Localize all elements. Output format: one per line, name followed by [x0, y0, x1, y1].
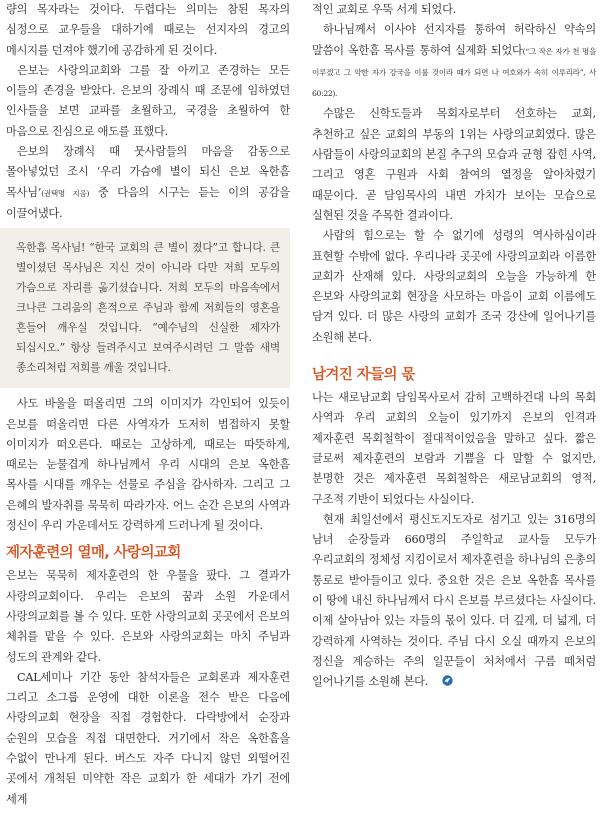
paragraph-funeral — [6, 142, 290, 224]
paragraph-survey: 수많은 신학도들과 목회자로부터 선호하는 교회, 추천하고 싶은 교회의 부동의 1위는 사랑의교회였다. 많은 사람들이 사랑의교회의 본질 추구의 모습과 균형 잡힌 사역, 그리고 영혼 구원과 사회 참여의 열정을 알아차렸기 때문이다. 곧 담임목사의 내면 가치가 보이는 모습으로 실현된 것을 주목한 결과이다. — [312, 107, 596, 222]
paragraph-final — [312, 510, 596, 693]
paragraph-respect: 은보는 사랑의교회와 그를 잘 아끼고 존경하는 모든 이들의 존경을 받았다. 은보의 장례식 때 조문에 임하였던 인사들을 보면 교파를 초월하고, 국경을 초월하여 한 마음으로 진심으로 애도를 표했다. — [6, 63, 290, 138]
paragraph-isaiah — [312, 20, 596, 104]
final-text: 현재 최일선에서 평신도지도자로 섬기고 있는 316명의 남녀 순장들과 660명의 주일학교 교사들 모두가 우리교회의 정체성 지킴이로서 제자훈련을 하나님의 은총의 통로로 받아들이고 있다. 중요한 것은 은보 옥한흠 목사를 이 땅에 내신 하나님께서 다시 은보를 부르셨다는 사실이다. 이제 살아남아 있는 자들의 몫이 있다. 더 깊게, 더 넓게, 더 강력하게 사역하는 것이다. 주님 다시 오실 때까지 은보의 정신을 계승하는 주의 일꾼들이 처처에서 구름 떼처럼 일어나기를 소원해 본다. — [312, 512, 596, 689]
paragraph-intro-continuation: 량의 목자라는 것이다. 두렵다는 의미는 참된 목자의 심정으로 교우들을 대하기에 때로는 선지자의 경고의 메시지를 던져야 했기에 공감하게 된 것이다. — [6, 3, 290, 57]
isaiah-text: 하나님께서 이사야 선지자를 통하여 허락하신 약속의 말씀이 옥한흠 목사를 통하여 실제화 되었다 — [312, 23, 596, 57]
end-of-article-icon — [431, 673, 442, 684]
paragraph-history: 사람의 힘으로는 할 수 없기에 성령의 역사하심이라 표현할 수밖에 없다. 우리나라 곳곳에 사랑의교회라 이름한 교회가 산재해 있다. 사랑의교회의 오늘을 가능하게 한 은보와 사랑의교회 현장을 사모하는 마음이 교회 이름에도 담겨 있다. 더 많은 사랑의 교회가 조국 강산에 일어나기를 소원해 본다. — [312, 229, 596, 344]
paragraph-legacy: 나는 새로남교회 담임목사로서 감히 고백하건대 나의 목회 사역과 우리 교회의 오늘이 있기까지 은보의 인격과 제자훈련 목회철학이 절대적이었음을 말하고 싶다. 짧은 글로써 제자훈련의 보람과 기쁨을 다 말할 수 없지만, 분명한 것은 제자훈련 목회철학은 새로남교회의 영적, 구조적 기반이 되었다는 사실이다. — [312, 391, 596, 506]
isaiah-citation: (“그 작은 자가 천 명을 이루겠고 그 약한 자가 강국을 이룰 것이라 때가 되면 나 여호와가 속히 이루리라”, 사 60:22). — [312, 46, 596, 99]
section-heading-fruit: 제자훈련의 열매, 사랑의교회 — [6, 545, 181, 562]
poem-quote-box — [0, 228, 290, 388]
paragraph-cal-seminar: CAL세미나 기간 동안 참석자들은 교회론과 제자훈련 그리고 소그룹 운영에 대한 이론을 전수 받은 다음에 사랑의교회 현장을 직접 경험한다. 다락방에서 순장과 순원의 모습을 직접 대면한다. 거기에서 작은 옥한흠을 수없이 만나게 된다. 버스도 자주 다니지 않던 외떨어진 곳에서 개척된 미약한 작은 교회가 한 세대가 가기 전에 세계 — [6, 670, 290, 806]
section-heading-legacy: 남겨진 자들의 몫 — [312, 367, 415, 384]
left-column — [6, 0, 290, 810]
funeral-citation: (권택명 지음) — [41, 188, 90, 198]
paragraph-continuation: 적인 교회로 우뚝 서게 되었다. — [312, 3, 457, 16]
funeral-text-end: 중 다음의 시구는 듣는 이의 공감을 이끌어냈다. — [6, 185, 290, 220]
right-column — [312, 0, 596, 693]
paragraph-fruit: 은보는 묵묵히 제자훈련의 한 우물을 팠다. 그 결과가 사랑의교회이다. 우리는 은보의 꿈과 소원 가운데서 사랑의교회를 볼 수 있다. 또한 사랑의교회 곳곳에서 은보의 체취를 맡을 수 있다. 은보와 사랑의교회는 마치 주님과 성도의 관계와 같다. — [6, 569, 290, 664]
funeral-text: 은보의 장례식 때 뭇사람들의 마음을 감동으로 몰아넣었던 조시 ‘우리 가슴에 별이 되신 은보 옥한흠 목사님’ — [6, 145, 290, 199]
poem-quote-text: 옥한흠 목사님! “한국 교회의 큰 별이 졌다”고 합니다. 큰 별이셨던 목사님은 지신 것이 아니라 다만 저희 모두의 가슴으로 자리를 옮기셨습니다. 저희 모두의 마음속에서 크나큰 그리움의 흔적으로 주님과 함께 저희들의 영혼을 흔들어 깨우실 것입니다. “예수님의 신실한 제자가 되십시오.” 항상 들려주시고 보여주시려던 그 말씀 새벽 종소리처럼 저희를 깨울 것입니다. — [16, 241, 280, 375]
paragraph-gift: 사도 바울을 떠올리면 그의 이미지가 각인되어 있듯이 은보를 떠올리면 다른 사역자가 도저히 범접하지 못할 이미지가 떠오른다. 때로는 고상하게, 때로는 따뜻하게, 때로는 눈물겹게 하나님께서 우리 시대의 은보 옥한흠 목사를 시대를 깨우는 선물로 주심을 감사하자. 그리고 그 은혜의 발자취를 묵묵히 따라가자. 어느 순간 은보의 사역과 정신이 우리 가운데서도 강력하게 드러나게 될 것이다. — [6, 397, 290, 533]
